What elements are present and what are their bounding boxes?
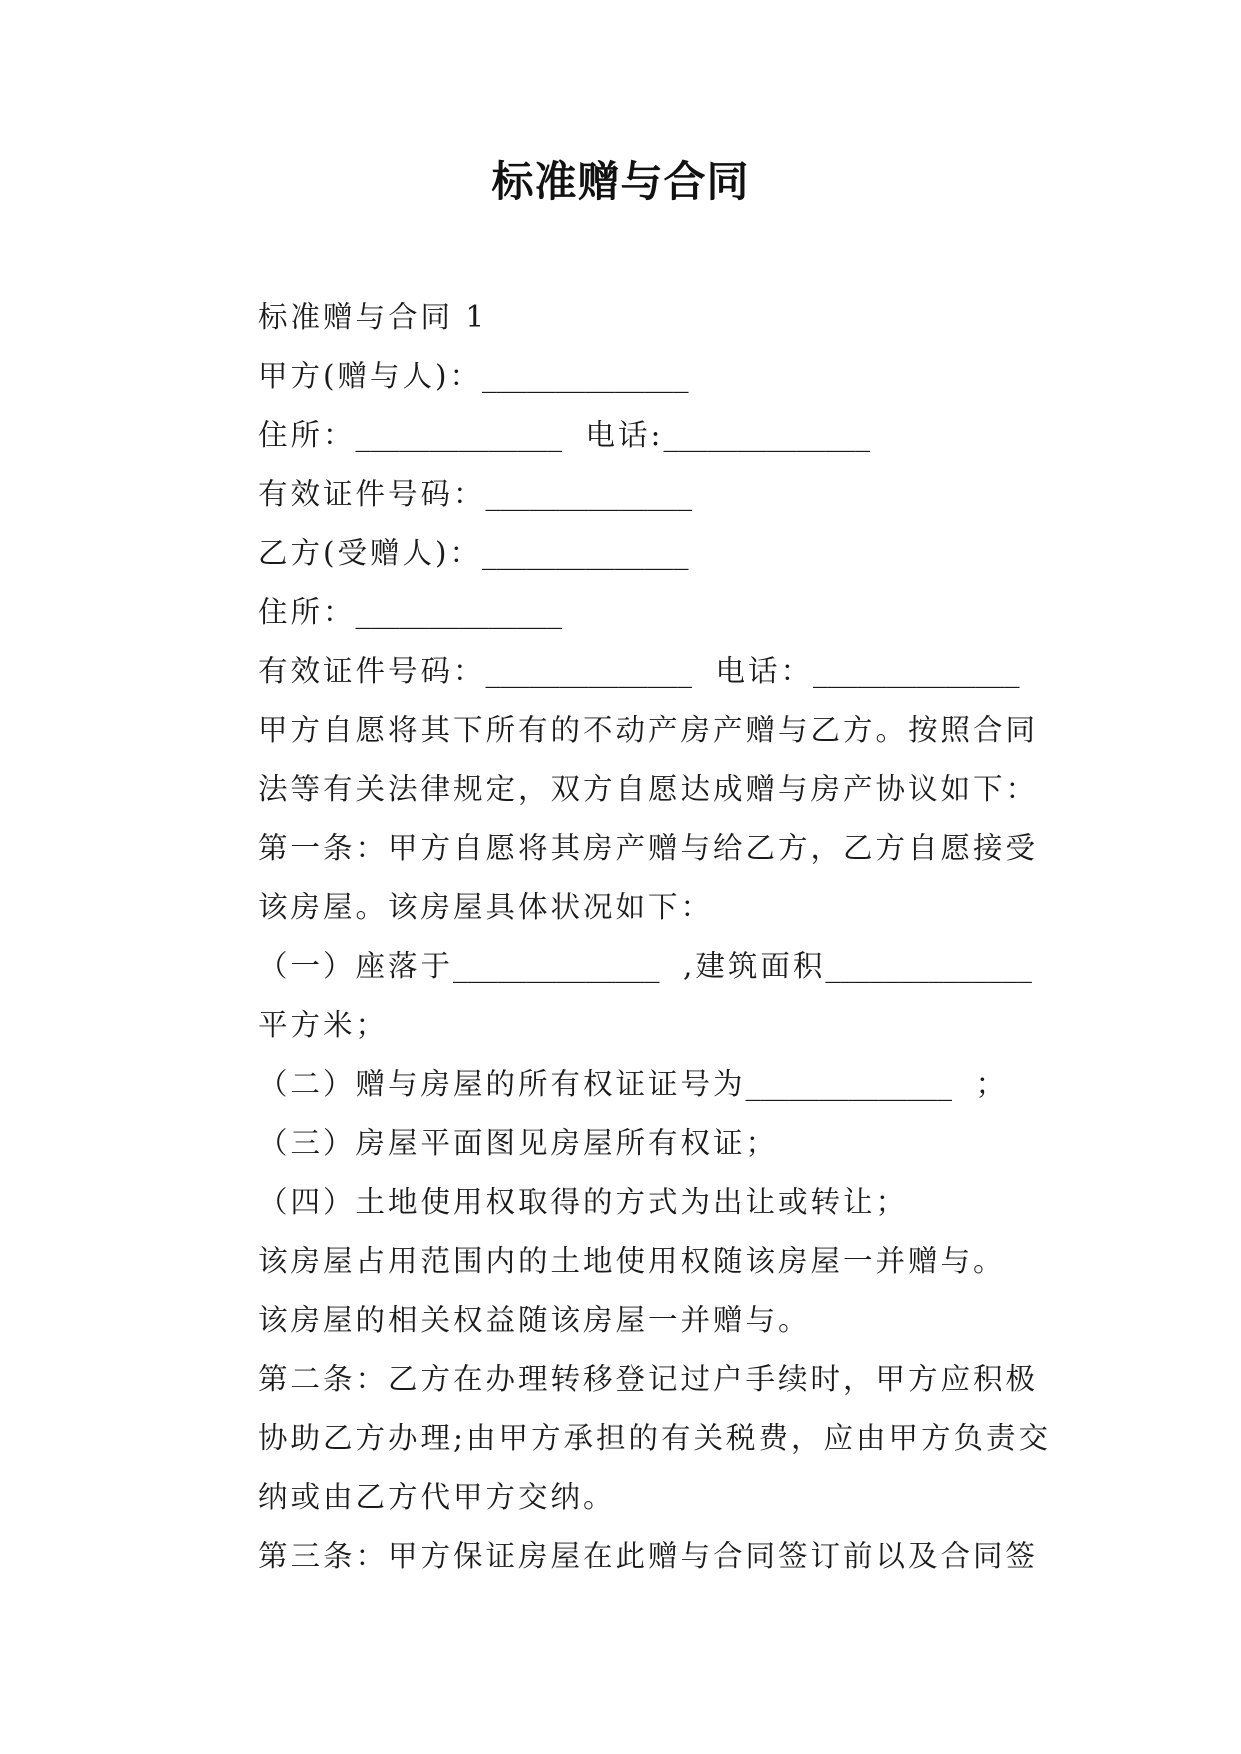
party-b-id-label: 有效证件号码：	[258, 654, 486, 688]
party-b-label: 乙方(受赠人)：	[258, 536, 483, 570]
party-a-label: 甲方(赠与人)：	[258, 359, 483, 393]
item-2-suffix: ；	[975, 1067, 1009, 1101]
item-2-blank: ______________	[745, 1067, 953, 1101]
party-a-address-blank: ______________	[355, 418, 563, 452]
item-3: （三）房屋平面图见房屋所有权证；	[258, 1126, 779, 1160]
party-b-id-blank: ______________	[485, 654, 693, 688]
party-a-phone-label: 电话:	[585, 418, 664, 452]
item-1-prefix: （一）座落于	[258, 949, 454, 983]
party-b-blank: ______________	[482, 536, 689, 570]
party-b-address-line	[192, 583, 1062, 642]
party-a-blank: ______________	[482, 359, 689, 393]
article-2: 第二条：乙方在办理转移登记过户手续时，甲方应积极协助乙方办理;由甲方承担的有关税费，应由甲方负责交纳或由乙方代甲方交纳。	[258, 1362, 1051, 1514]
party-b-address-label: 住所：	[258, 595, 356, 629]
party-a-address-label: 住所：	[258, 418, 356, 452]
document-title: 标准赠与合同	[491, 157, 750, 206]
party-a-id-label: 有效证件号码：	[258, 477, 486, 511]
rights-note: 该房屋的相关权益随该房屋一并赠与。	[258, 1303, 811, 1337]
contract-subtitle: 标准赠与合同 1	[258, 300, 488, 334]
party-b-address-blank: ______________	[355, 595, 563, 629]
item-1-suffix: 平方米；	[258, 1008, 389, 1042]
article-3: 第三条：甲方保证房屋在此赠与合同签订前以及合同签	[258, 1539, 1039, 1573]
party-b-line	[192, 524, 1062, 583]
party-a-phone-blank: ______________	[663, 418, 870, 452]
item-1	[192, 937, 1062, 1055]
article-1: 第一条：甲方自愿将其房产赠与给乙方，乙方自愿接受该房屋。该房屋具体状况如下：	[258, 831, 1039, 924]
party-a-address-line	[192, 406, 1062, 465]
party-a-id-blank: ______________	[485, 477, 693, 511]
land-note: 该房屋占用范围内的土地使用权随该房屋一并赠与。	[258, 1244, 1006, 1278]
intro-paragraph: 甲方自愿将其下所有的不动产房产赠与乙方。按照合同法等有关法律规定，双方自愿达成赠与房产协议如下：	[258, 713, 1039, 806]
document-body	[192, 288, 1062, 1586]
item-1-location-blank: ______________	[453, 949, 660, 983]
item-1-area-blank: ______________	[825, 949, 1032, 983]
item-2-prefix: （二）赠与房屋的所有权证证号为	[258, 1067, 746, 1101]
party-b-phone-label: 电话：	[715, 654, 814, 688]
party-a-line	[192, 347, 1062, 406]
party-b-phone-blank: ______________	[813, 654, 1020, 688]
item-4: （四）土地使用权取得的方式为出让或转让；	[258, 1185, 909, 1219]
item-1-mid: ,建筑面积	[683, 949, 826, 983]
party-a-id-line	[192, 465, 1062, 524]
item-2	[192, 1055, 1062, 1114]
party-b-id-line	[192, 642, 1062, 701]
